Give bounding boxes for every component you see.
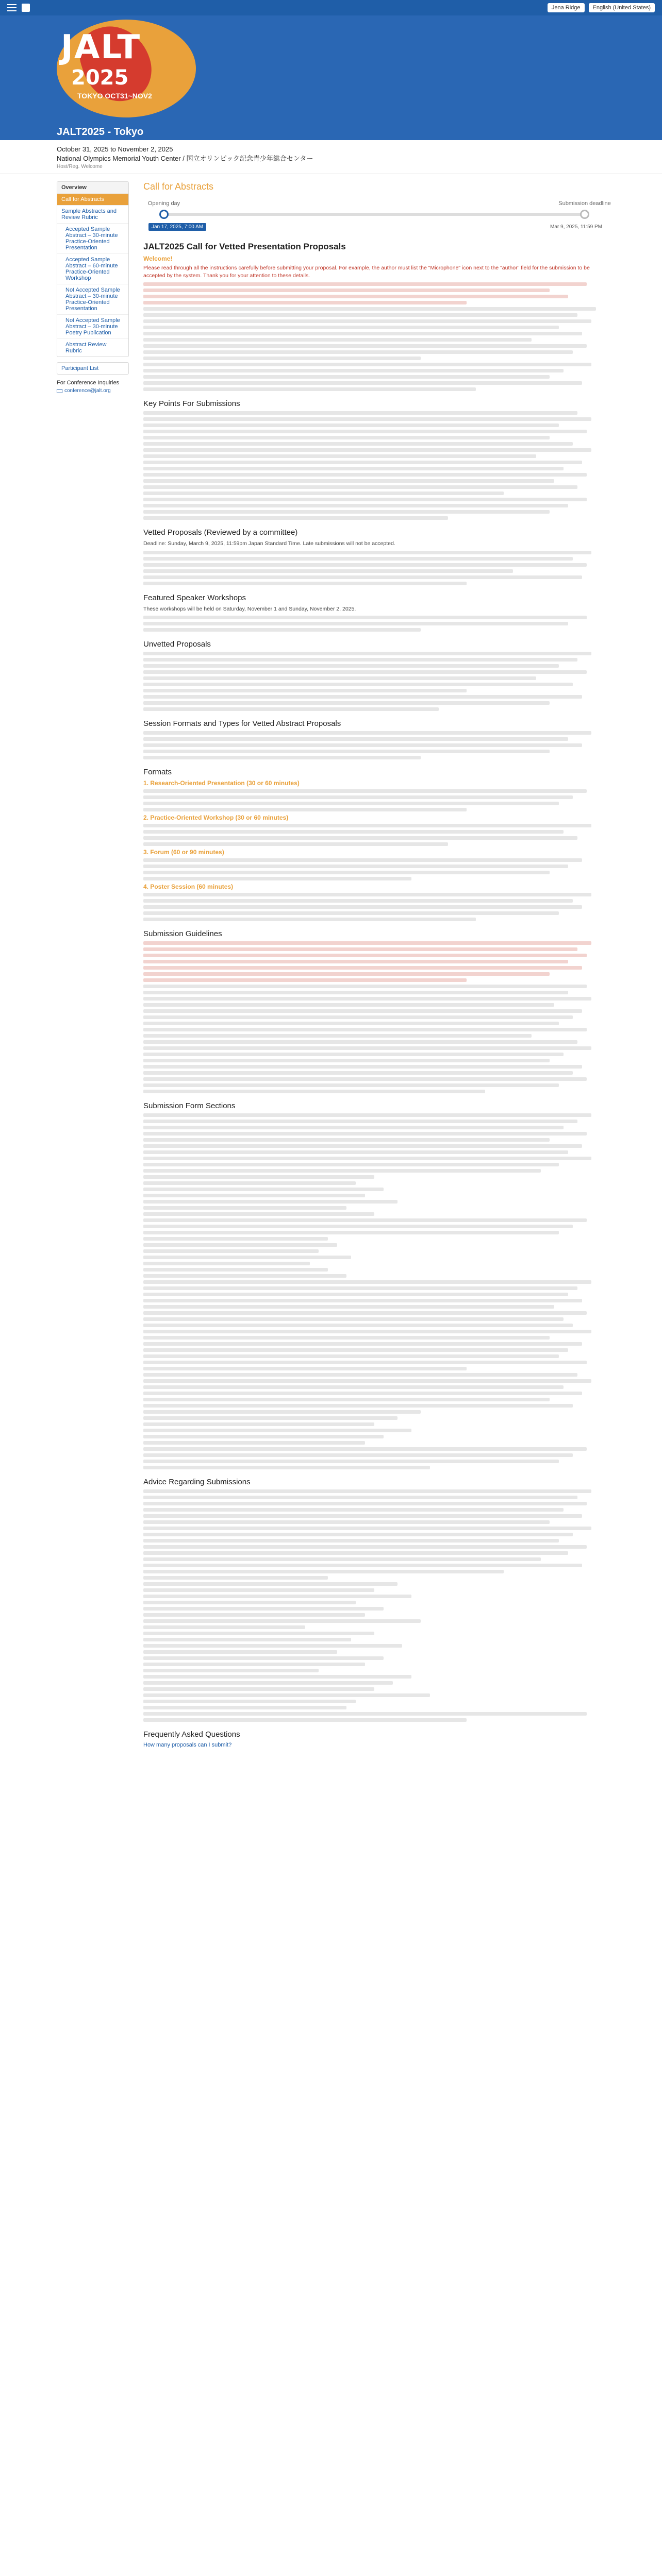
sidebar-item-sample-abstracts[interactable]: Sample Abstracts and Review Rubric (57, 206, 128, 224)
menu-icon[interactable] (7, 4, 16, 11)
sidebar-email-link[interactable] (57, 388, 129, 394)
guidelines-body (143, 985, 605, 1093)
sidebar-item-not-accepted-30[interactable]: Not Accepted Sample Abstract – 30-minute Practice-Oriented Presentation (57, 284, 128, 315)
banner-logo-text: JALT (61, 28, 141, 66)
format-practice: 2. Practice-Oriented Workshop (30 or 60 minutes) (143, 814, 289, 821)
formats-heading: Formats (143, 767, 172, 776)
sidebar-item-accepted-30[interactable]: Accepted Sample Abstract – 30-minute Practice-Oriented Presentation (57, 224, 128, 254)
welcome-heading: Welcome! (143, 255, 173, 262)
unvetted-body (143, 652, 605, 711)
main-content (143, 181, 611, 1750)
event-venue: National Olympics Memorial Youth Center / 国立オリンピック記念青少年総合センター (57, 155, 313, 162)
advice-heading: Advice Regarding Submissions (143, 1477, 251, 1486)
formats-title-heading: Session Formats and Types for Vetted Abstract Proposals (143, 719, 341, 728)
faq-item[interactable]: How many proposals can I submit? (143, 1741, 232, 1748)
key-points-body (143, 411, 605, 520)
intro-body (143, 307, 605, 391)
form-sections-heading: Submission Form Sections (143, 1101, 236, 1110)
banner-subtitle: TOKYO OCT31~NOV2 (77, 92, 152, 100)
unvetted-heading: Unvetted Proposals (143, 639, 211, 649)
sidebar-inquiries-label: For Conference Inquiries (57, 380, 120, 386)
timeline-end-dot (580, 210, 589, 219)
key-points-heading: Key Points For Submissions (143, 399, 240, 409)
vetted-heading: Vetted Proposals (Reviewed by a committee) (143, 528, 298, 537)
vetted-body (143, 551, 605, 585)
format-research: 1. Research-Oriented Presentation (30 or 60 minutes) (143, 779, 300, 787)
site-title: JALT2025 - Tokyo (0, 124, 662, 140)
faq-heading: Frequently Asked Questions (143, 1730, 240, 1739)
timeline-start-label: Opening day (147, 200, 180, 207)
format-poster: 4. Poster Session (60 minutes) (143, 883, 234, 890)
timeline-start-dot (159, 210, 169, 219)
sidebar-item-review-rubric[interactable]: Abstract Review Rubric (65, 342, 107, 354)
featured-body (143, 616, 605, 632)
sidebar-item-accepted-60[interactable]: Accepted Sample Abstract – 60-minute Practice-Oriented Workshop (57, 254, 128, 284)
sidebar-item-not-accepted-poetry[interactable]: Not Accepted Sample Abstract – 30-minute Poetry Publication (57, 315, 128, 339)
format-forum-body (143, 858, 605, 880)
featured-heading: Featured Speaker Workshops (143, 593, 246, 602)
vetted-deadline: Deadline: Sunday, March 9, 2025, 11:59pm Japan Standard Time. Late submissions will not be accepted. (143, 540, 395, 547)
sidebar-item-participant-list[interactable]: Participant List (61, 365, 99, 371)
sidebar (57, 181, 129, 1750)
submission-timeline (143, 197, 611, 233)
mail-icon (57, 389, 62, 393)
sidebar-email[interactable]: conference@jalt.org (64, 388, 111, 394)
user-menu[interactable]: Jena Ridge (548, 3, 585, 12)
featured-text: These workshops will be held on Saturday, November 1 and Sunday, November 2, 2025. (143, 605, 356, 612)
advice-body (143, 1489, 605, 1722)
format-forum: 3. Forum (60 or 90 minutes) (143, 848, 224, 856)
event-info (0, 140, 662, 174)
event-dates: October 31, 2025 to November 2, 2025 (57, 145, 173, 153)
guidelines-heading: Submission Guidelines (143, 929, 222, 938)
sidebar-nav (57, 181, 129, 357)
event-host: Host/Reg. Welcome (57, 164, 103, 170)
formats-title-body (143, 731, 605, 759)
format-practice-body (143, 824, 605, 846)
timeline-end-label: Submission deadline (558, 200, 611, 207)
timeline-end-date: Mar 9, 2025, 11:59 PM (550, 224, 602, 230)
intro-text: Please read through all the instructions carefully before submitting your proposal. For example, the author must list the "Microphone" icon next to the "author" field for the submission to be accepted by the system. Thank you for your attention to these details. (143, 265, 590, 279)
timeline-bar (164, 213, 585, 216)
form-sections-body (143, 1113, 605, 1469)
banner-year: 2025 (71, 66, 129, 90)
sidebar-item-call-for-abstracts[interactable]: Call for Abstracts (57, 194, 128, 206)
sidebar-item-overview[interactable]: Overview (57, 182, 128, 194)
format-poster-body (143, 893, 605, 921)
notice-block (143, 282, 605, 304)
page-title: Call for Abstracts (143, 181, 214, 192)
timeline-start-date: Jan 17, 2025, 7:00 AM (148, 223, 206, 231)
cfp-heading: JALT2025 Call for Vetted Presentation Proposals (143, 242, 346, 251)
app-icon[interactable] (22, 4, 30, 12)
top-bar (0, 0, 662, 15)
guidelines-notice (143, 941, 605, 982)
sidebar-participants (57, 362, 129, 375)
format-research-body (143, 789, 605, 811)
language-select[interactable]: English (United States) (589, 3, 655, 12)
conference-banner (0, 15, 662, 124)
